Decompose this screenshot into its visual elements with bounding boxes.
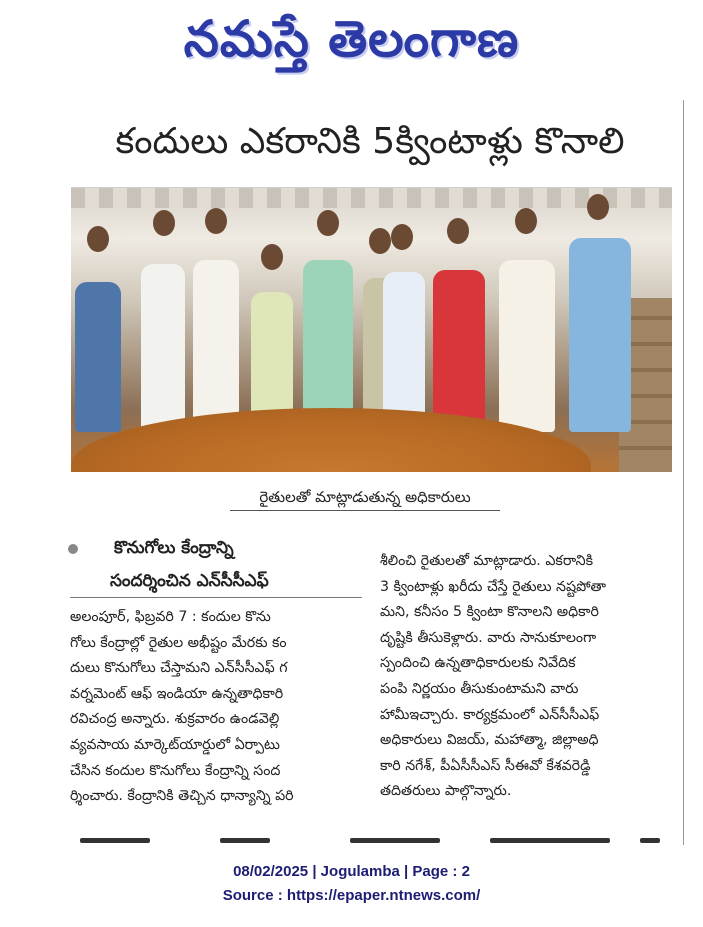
person-head — [153, 210, 175, 236]
article-subheading — [70, 533, 360, 597]
person-head — [87, 226, 109, 252]
person-head — [447, 218, 469, 244]
person-figure — [303, 260, 353, 432]
body-line: శీలించి రైతులతో మాట్లాడారు. ఎకరానికి — [380, 553, 594, 569]
body-line: ర్శించారు. కేంద్రానికి తెచ్చిన ధాన్యాన్ని పరి — [70, 788, 294, 805]
person-head — [587, 194, 609, 220]
person-figure — [75, 282, 121, 432]
body-line: హామీఇచ్చారు. కార్యక్రమంలో ఎన్‌సీసీఎఫ్ — [380, 706, 600, 723]
person-figure — [569, 238, 631, 432]
person-head — [391, 224, 413, 250]
masthead-logo: నమస్తే తెలంగాణ — [183, 10, 520, 68]
subheading-rule — [70, 597, 362, 598]
body-line: దృష్టికి తీసుకెళ్లారు. వారు సానుకూలంగా — [380, 629, 597, 646]
body-line: గోలు కేంద్రాల్లో రైతుల అభీష్టం మేరకు కం — [70, 634, 287, 651]
person-figure — [499, 260, 555, 432]
footer-date-line: 08/02/2025 | Jogulamba | Page : 2 — [233, 863, 470, 880]
person-figure — [193, 260, 239, 432]
body-line: దులు కొనుగోలు చేస్తామని ఎన్‌సీసీఎఫ్ గ — [70, 660, 288, 677]
person-figure — [383, 272, 425, 432]
news-photo — [71, 187, 672, 472]
body-line: వర్నమెంట్ ఆఫ్ ఇండియా ఉన్నతాధికారి — [70, 685, 284, 702]
body-line: స్పందించి ఉన్నతాధికారులకు నివేదిక — [380, 655, 576, 672]
cropped-next-headline — [70, 835, 670, 847]
body-line: 3 క్వింటాళ్లు ఖరీదు చేస్తే రైతులు నష్టపోతా — [380, 578, 607, 595]
body-line: చేసిన కందుల కొనుగోలు కేంద్రాన్ని సంద — [70, 762, 281, 779]
body-line: మని, కనీసం 5 క్వింటా కొనాలని అధికారి — [380, 604, 599, 621]
shed-roof — [71, 188, 672, 208]
body-line: కారి నగేశ్, పీఏసీసీఎస్ సీఈవో కేశవరెడ్డి — [380, 757, 591, 774]
body-line: అధికారులు విజయ్, మహాత్మా, జిల్లాఅధి — [380, 732, 599, 749]
person-head — [369, 228, 391, 254]
epaper-footer — [0, 860, 703, 908]
subheading-line-1: కొనుగోలు కేంద్రాన్ని — [114, 538, 234, 558]
body-line: అలంపూర్, ఫిబ్రవరి 7 : కందుల కొను — [70, 609, 271, 625]
person-head — [205, 208, 227, 234]
person-figure — [141, 264, 185, 432]
article-headline: కందులు ఎకరానికి 5క్వింటాళ్లు కొనాలి — [115, 121, 625, 162]
body-line: వ్యవసాయ మార్కెట్‌యార్డులో ఏర్పాటు — [70, 736, 280, 753]
bullet-icon — [68, 544, 78, 554]
subheading-line-2: సందర్శించిన ఎన్‌సీసీఎఫ్ — [110, 571, 269, 591]
body-line: రవిచంద్ర అన్నారు. శుక్రవారం ఉండవెల్లి — [70, 711, 280, 728]
person-figure — [433, 270, 485, 432]
person-head — [317, 210, 339, 236]
body-line: పంపి నిర్ణయం తీసుకుంటామని వారు — [380, 680, 579, 697]
body-column-left — [70, 605, 366, 810]
body-column-right — [380, 549, 676, 805]
footer-source-link[interactable]: Source : https://epaper.ntnews.com/ — [222, 887, 481, 904]
column-divider — [683, 100, 684, 845]
photo-caption: రైతులతో మాట్లాడుతున్న అధికారులు — [230, 484, 500, 511]
body-line: తదితరులు పాల్గొన్నారు. — [380, 783, 512, 800]
person-head — [261, 244, 283, 270]
person-head — [515, 208, 537, 234]
